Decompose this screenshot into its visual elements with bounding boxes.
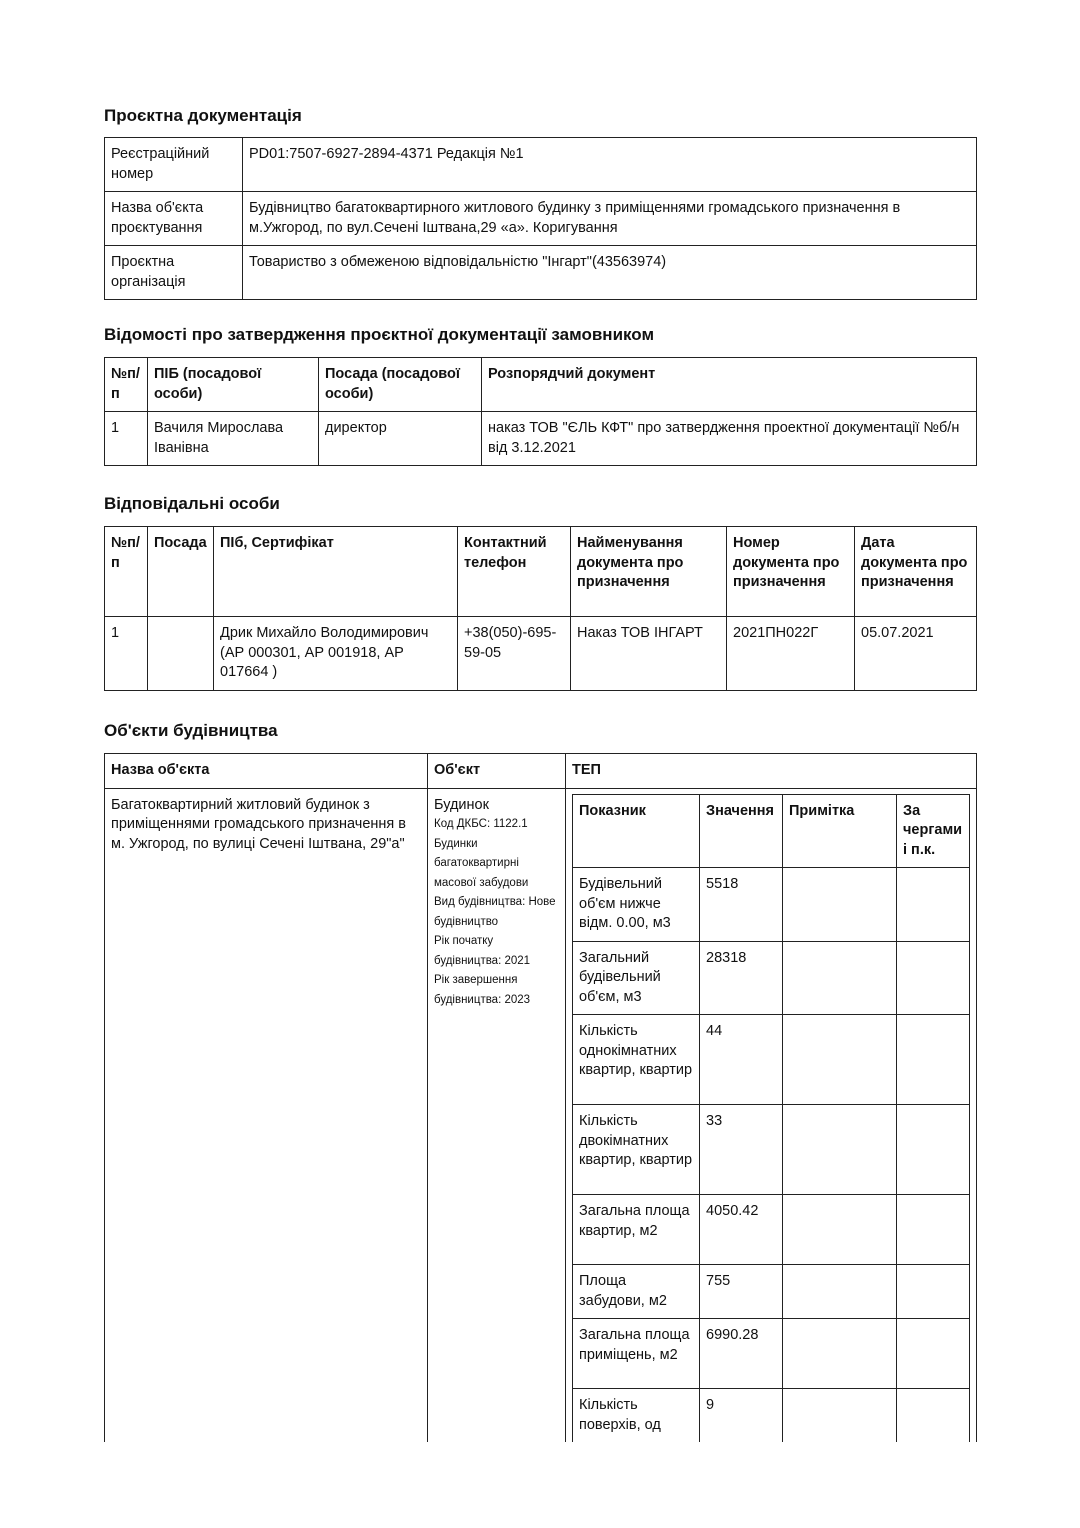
tep-row	[573, 868, 970, 942]
tep-stage	[897, 1105, 970, 1195]
row-value: Товариство з обмеженою відповідальністю "Інгарт"(43563974)	[243, 246, 977, 300]
tep-stage	[897, 1319, 970, 1389]
tep-stage	[897, 941, 970, 1015]
approval-table	[104, 357, 977, 466]
row-label: Проєктна організація	[105, 246, 243, 300]
tep-value: 4050.42	[700, 1195, 783, 1265]
column-header: Номер документа про призначення	[727, 527, 855, 617]
object-detail: Будинки багатоквартирні масової забудови	[434, 837, 529, 889]
section-heading-project-docs: Проєктна документація	[104, 106, 302, 125]
row-label: Реєстраційний номер	[105, 138, 243, 192]
column-header: ПІБ (посадової особи)	[148, 358, 319, 412]
row-value: Будівництво багатоквартирного житлового будинку з приміщеннями громадського призначення в м.Ужгород, по вул.Сечені Іштвана,29 «а». Коригування	[243, 192, 977, 246]
section-heading-objects: Об'єкти будівництва	[104, 721, 278, 740]
tep-value: 755	[700, 1265, 783, 1319]
tep-indicator: Кількість однокімнатних квартир, квартир	[573, 1015, 700, 1105]
tep-column-header: За чергами і п.к.	[897, 794, 970, 868]
tep-note	[783, 1389, 897, 1443]
table-cell: Дрик Михайло Володимирович (АР 000301, АР 001918, АР 017664 )	[214, 617, 458, 691]
column-header: Дата документа про призначення	[855, 527, 977, 617]
tep-value: 5518	[700, 868, 783, 942]
row-label: Назва об'єкта проєктування	[105, 192, 243, 246]
column-header: №п/п	[105, 527, 148, 617]
column-header: Посада (посадової особи)	[319, 358, 482, 412]
table-row	[105, 138, 977, 192]
column-header: ПІб, Сертифікат	[214, 527, 458, 617]
tep-row	[573, 941, 970, 1015]
section-heading-approval: Відомості про затвердження проєктної документації замовником	[104, 325, 655, 344]
tep-column-header: Значення	[700, 794, 783, 868]
object-detail: Рік завершення будівництва: 2023	[434, 974, 531, 1006]
object-info	[428, 788, 566, 1442]
table-cell: Наказ ТОВ ІНГАРТ	[571, 617, 727, 691]
column-header: Контактний телефон	[458, 527, 571, 617]
column-header: ТЕП	[566, 754, 977, 789]
table-header-row	[105, 358, 977, 412]
tep-row	[573, 1105, 970, 1195]
table-cell: Вачиля Мирослава Іванівна	[148, 412, 319, 466]
tep-value: 6990.28	[700, 1319, 783, 1389]
tep-indicator: Кількість поверхів, од	[573, 1389, 700, 1443]
column-header: №п/п	[105, 358, 148, 412]
tep-value: 33	[700, 1105, 783, 1195]
tep-row	[573, 1195, 970, 1265]
tep-row	[573, 1389, 970, 1443]
table-header-row	[105, 754, 977, 789]
row-value: PD01:7507-6927-2894-4371 Редакція №1	[243, 138, 977, 192]
responsible-persons-table	[104, 526, 977, 691]
tep-value: 9	[700, 1389, 783, 1443]
object-detail: Код ДКБС: 1122.1	[434, 818, 528, 830]
table-cell: наказ ТОВ "ЄЛЬ КФТ" про затвердження проектної документації №б/н від 3.12.2021	[482, 412, 977, 466]
tep-header-row	[573, 794, 970, 868]
table-cell: директор	[319, 412, 482, 466]
table-cell	[148, 617, 214, 691]
tep-note	[783, 1105, 897, 1195]
table-row	[105, 617, 977, 691]
tep-stage	[897, 1015, 970, 1105]
table-row	[105, 246, 977, 300]
tep-row	[573, 1015, 970, 1105]
object-name: Багатоквартирний житловий будинок з приміщеннями громадського призначення в м. Ужгород, по вулиці Сечені Іштвана, 29"а"	[105, 788, 428, 1442]
construction-objects-table	[104, 753, 977, 1442]
tep-note	[783, 1319, 897, 1389]
tep-stage	[897, 1195, 970, 1265]
tep-note	[783, 1015, 897, 1105]
tep-column-header: Примітка	[783, 794, 897, 868]
tep-stage	[897, 868, 970, 942]
tep-note	[783, 1265, 897, 1319]
object-detail: Рік початку будівництва: 2021	[434, 935, 531, 967]
table-cell: 2021ПН022Г	[727, 617, 855, 691]
table-header-row	[105, 527, 977, 617]
tep-cell	[566, 788, 977, 1442]
tep-row	[573, 1319, 970, 1389]
object-type: Будинок	[434, 796, 489, 813]
tep-indicator: Загальний будівельний об'єм, м3	[573, 941, 700, 1015]
table-cell: +38(050)-695-59-05	[458, 617, 571, 691]
tep-indicator: Загальна площа приміщень, м2	[573, 1319, 700, 1389]
tep-column-header: Показник	[573, 794, 700, 868]
table-row	[105, 192, 977, 246]
tep-indicator: Кількість двокімнатних квартир, квартир	[573, 1105, 700, 1195]
tep-note	[783, 1195, 897, 1265]
tep-note	[783, 868, 897, 942]
tep-indicator: Загальна площа квартир, м2	[573, 1195, 700, 1265]
tep-note	[783, 941, 897, 1015]
table-row	[105, 788, 977, 1442]
table-cell: 1	[105, 617, 148, 691]
table-cell: 05.07.2021	[855, 617, 977, 691]
table-cell: 1	[105, 412, 148, 466]
object-detail: Вид будівництва: Нове будівництво	[434, 896, 556, 928]
table-row	[105, 412, 977, 466]
column-header: Посада	[148, 527, 214, 617]
tep-indicator: Будівельний об'єм нижче відм. 0.00, м3	[573, 868, 700, 942]
tep-value: 44	[700, 1015, 783, 1105]
tep-table	[572, 794, 970, 1443]
project-docs-table	[104, 137, 977, 300]
tep-row	[573, 1265, 970, 1319]
column-header: Розпорядчий документ	[482, 358, 977, 412]
tep-indicator: Площа забудови, м2	[573, 1265, 700, 1319]
column-header: Об'єкт	[428, 754, 566, 789]
tep-stage	[897, 1265, 970, 1319]
section-heading-responsible: Відповідальні особи	[104, 494, 280, 513]
column-header: Назва об'єкта	[105, 754, 428, 789]
tep-value: 28318	[700, 941, 783, 1015]
column-header: Найменування документа про призначення	[571, 527, 727, 617]
tep-stage	[897, 1389, 970, 1443]
